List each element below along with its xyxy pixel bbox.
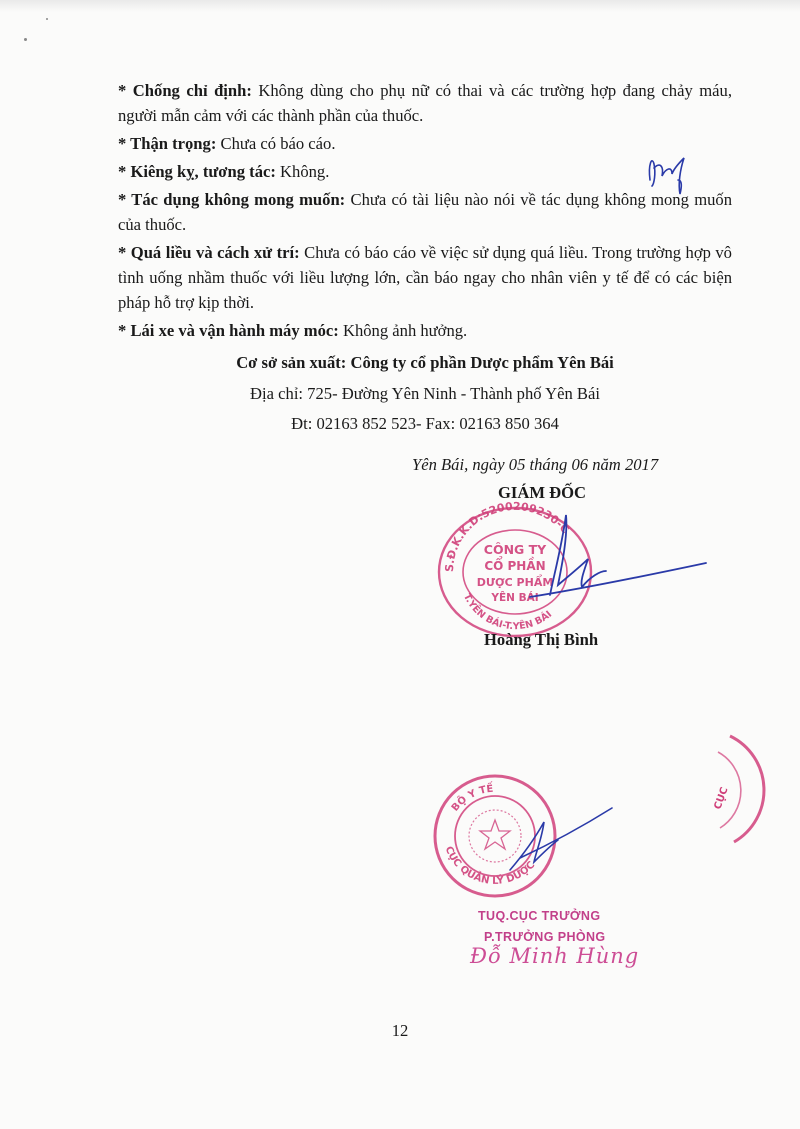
paragraph-label: * Lái xe và vận hành máy móc: bbox=[118, 321, 339, 340]
manufacturer-phone: Đt: 02163 852 523- Fax: 02163 850 364 bbox=[291, 414, 559, 433]
stamp-line-2: CỔ PHẦN bbox=[484, 559, 546, 573]
stamp-ring-text: S.Đ.K.K.D:5200209230-C bbox=[442, 500, 572, 573]
paragraph-text: Chưa có báo cáo. bbox=[216, 134, 336, 153]
paragraph-contraindications bbox=[118, 78, 732, 128]
official-title-2: P.TRƯỞNG PHÒNG bbox=[484, 930, 606, 944]
paragraph-text: Không ảnh hưởng. bbox=[338, 321, 468, 340]
paragraph-text: Chưa có báo cáo về việc sử dụng quá liều. Trong trường hợp vô tình uống nhầm thuốc với liều lượng lớn, cần báo ngay cho nhân viên y tế để có các biện pháp hỗ trợ kịp thời. bbox=[118, 243, 732, 312]
manufacturer-address: Địa chỉ: 725- Đường Yên Ninh - Thành phố Yên Bái bbox=[250, 384, 600, 403]
page-number: 12 bbox=[391, 1021, 409, 1040]
paragraph-label: * Quá liều và cách xử trí: bbox=[118, 243, 300, 262]
paragraph-label: * Kiêng kỵ, tương tác: bbox=[118, 162, 276, 181]
paragraph-text: Không. bbox=[275, 162, 330, 181]
director-name: Hoàng Thị Bình bbox=[484, 630, 599, 649]
authority-top-text: BỘ Y TẾ bbox=[449, 783, 494, 814]
stamp-line-1: CÔNG TY bbox=[483, 542, 547, 557]
stamp-bottom-text: T.YÊN BÁI-T.YÊN BÁI bbox=[460, 592, 555, 633]
partial-stamp-icon bbox=[700, 730, 770, 850]
scan-speck bbox=[24, 38, 27, 41]
stamp-line-3: DƯỢC PHẨM bbox=[476, 576, 554, 589]
paragraph-driving bbox=[118, 318, 732, 343]
signing-date: Yên Bái, ngày 05 tháng 06 năm 2017 bbox=[412, 455, 659, 474]
stamp-line-4: YÊN BÁI bbox=[491, 592, 539, 604]
signature-icon bbox=[470, 505, 710, 615]
partial-stamp-text: CỤC bbox=[712, 785, 731, 812]
paragraph-label: * Chống chỉ định: bbox=[118, 81, 252, 100]
paragraph-label: * Tác dụng không mong muốn: bbox=[118, 190, 346, 209]
scan-edge-shadow bbox=[0, 0, 800, 12]
paragraph-text: Chưa có tài liệu nào nói về tác dụng không mong muốn của thuốc. bbox=[118, 190, 732, 234]
paragraph-label: * Thận trọng: bbox=[118, 134, 217, 153]
authority-bottom-text: CỤC QUẢN LÝ DƯỢC bbox=[442, 844, 538, 887]
scan-speck bbox=[46, 18, 48, 20]
official-signature-icon bbox=[500, 800, 630, 880]
paragraph-overdose bbox=[118, 240, 732, 315]
official-title-1: TUQ.CỤC TRƯỞNG bbox=[478, 909, 601, 923]
drug-info-section bbox=[118, 78, 732, 346]
initials-icon bbox=[640, 150, 700, 200]
director-title: GIÁM ĐỐC bbox=[498, 483, 587, 502]
official-name: Đỗ Minh Hùng bbox=[470, 944, 640, 968]
manufacturer-line: Cơ sở sản xuất: Công ty cổ phần Dược phẩm Yên Bái bbox=[236, 353, 614, 372]
paragraph-text: Không dùng cho phụ nữ có thai và các trường hợp đang chảy máu, người mẫn cảm với các thành phần của thuốc. bbox=[118, 81, 732, 125]
